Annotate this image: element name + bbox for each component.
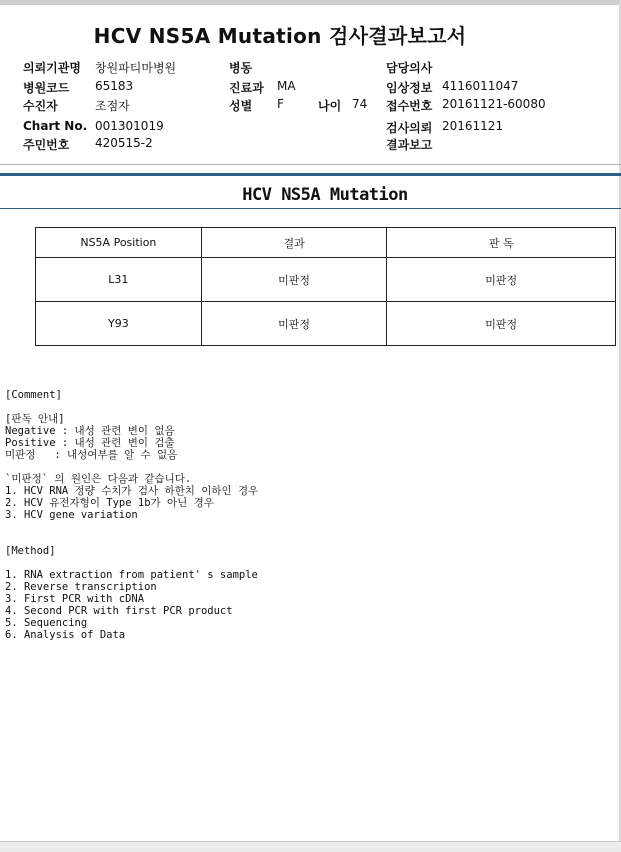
guide-line: Positive : 내성 관련 변이 검출 [5,437,175,449]
header-label-clinical-info: 임상정보 [386,81,433,95]
header-value-institution: 창원파티마병원 [95,61,177,75]
cause-line: 3. HCV gene variation [5,509,138,521]
results-table [35,227,616,346]
header-value-request-date: 20161121 [442,119,504,133]
guide-line: 미판정 : 내성여부를 알 수 없음 [5,449,178,461]
column-header-position: NS5A Position [36,228,202,258]
header-label-request-date: 검사의뢰 [386,121,433,135]
cause-line: `미판정` 의 원인은 다음과 같습니다. [5,473,192,485]
header-divider [0,164,621,165]
method-step: 4. Second PCR with first PCR product [5,605,233,617]
header-value-clinical-info: 4116011047 [442,79,519,93]
cell-result: 미판정 [201,258,387,302]
method-step: 3. First PCR with cDNA [5,593,145,605]
section-rule-top [0,173,621,176]
header-label-ward: 병동 [229,61,253,75]
comment-heading: [Comment] [5,389,62,401]
guide-title: [판독 안내] [5,413,65,425]
method-step: 5. Sequencing [5,617,88,629]
header-label-report-date: 결과보고 [386,138,433,152]
cause-line: 1. HCV RNA 정량 수치가 검사 하한치 이하인 경우 [5,485,259,497]
method-heading: [Method] [5,545,56,557]
header-label-receipt-no: 접수번호 [386,99,433,113]
header-label-resident-no: 주민번호 [23,138,70,152]
guide-line: Negative : 내성 관련 변이 없음 [5,425,175,437]
cause-line: 2. HCV 유전자형이 Type 1b가 아닌 경우 [5,497,214,509]
section-rule-bottom [0,208,621,209]
header-label-doctor: 담당의사 [386,61,433,75]
report-title: HCV NS5A Mutation 검사결과보고서 [93,24,467,48]
bottom-border [0,841,621,852]
table-row [36,302,616,346]
top-border [0,0,621,5]
cell-position: Y93 [36,302,202,346]
header-label-age: 나이 [318,99,342,113]
method-step: 6. Analysis of Data [5,629,126,641]
header-label-chart-no: Chart No. [23,119,88,133]
header-label-sex: 성별 [229,99,253,113]
header-value-dept: MA [277,79,296,93]
header-row-institution [23,59,81,76]
header-value-resident-no: 420515-2 [95,136,153,150]
column-header-result: 결과 [201,228,387,258]
column-header-interpretation: 판 독 [387,228,616,258]
table-row [36,258,616,302]
header-label: 의뢰기관명 [23,61,81,75]
cell-interpretation: 미판정 [387,258,616,302]
table-header-row [36,228,616,258]
cell-position: L31 [36,258,202,302]
header-value-hospital-code: 65183 [95,79,134,93]
header-value-patient: 조점자 [95,99,130,113]
method-step: 1. RNA extraction from patient' s sample [5,569,258,581]
cell-result: 미판정 [201,302,387,346]
cell-interpretation: 미판정 [387,302,616,346]
header-label-hospital-code: 병원코드 [23,81,70,95]
method-step: 2. Reverse transcription [5,581,157,593]
header-label-patient: 수진자 [23,99,58,113]
header-value-age: 74 [352,97,368,111]
header-value-chart-no: 001301019 [95,119,164,133]
section-title: HCV NS5A Mutation [242,185,408,205]
header-value-receipt-no: 20161121-60080 [442,97,546,111]
header-value-sex: F [277,97,284,111]
header-label-dept: 진료과 [229,81,264,95]
